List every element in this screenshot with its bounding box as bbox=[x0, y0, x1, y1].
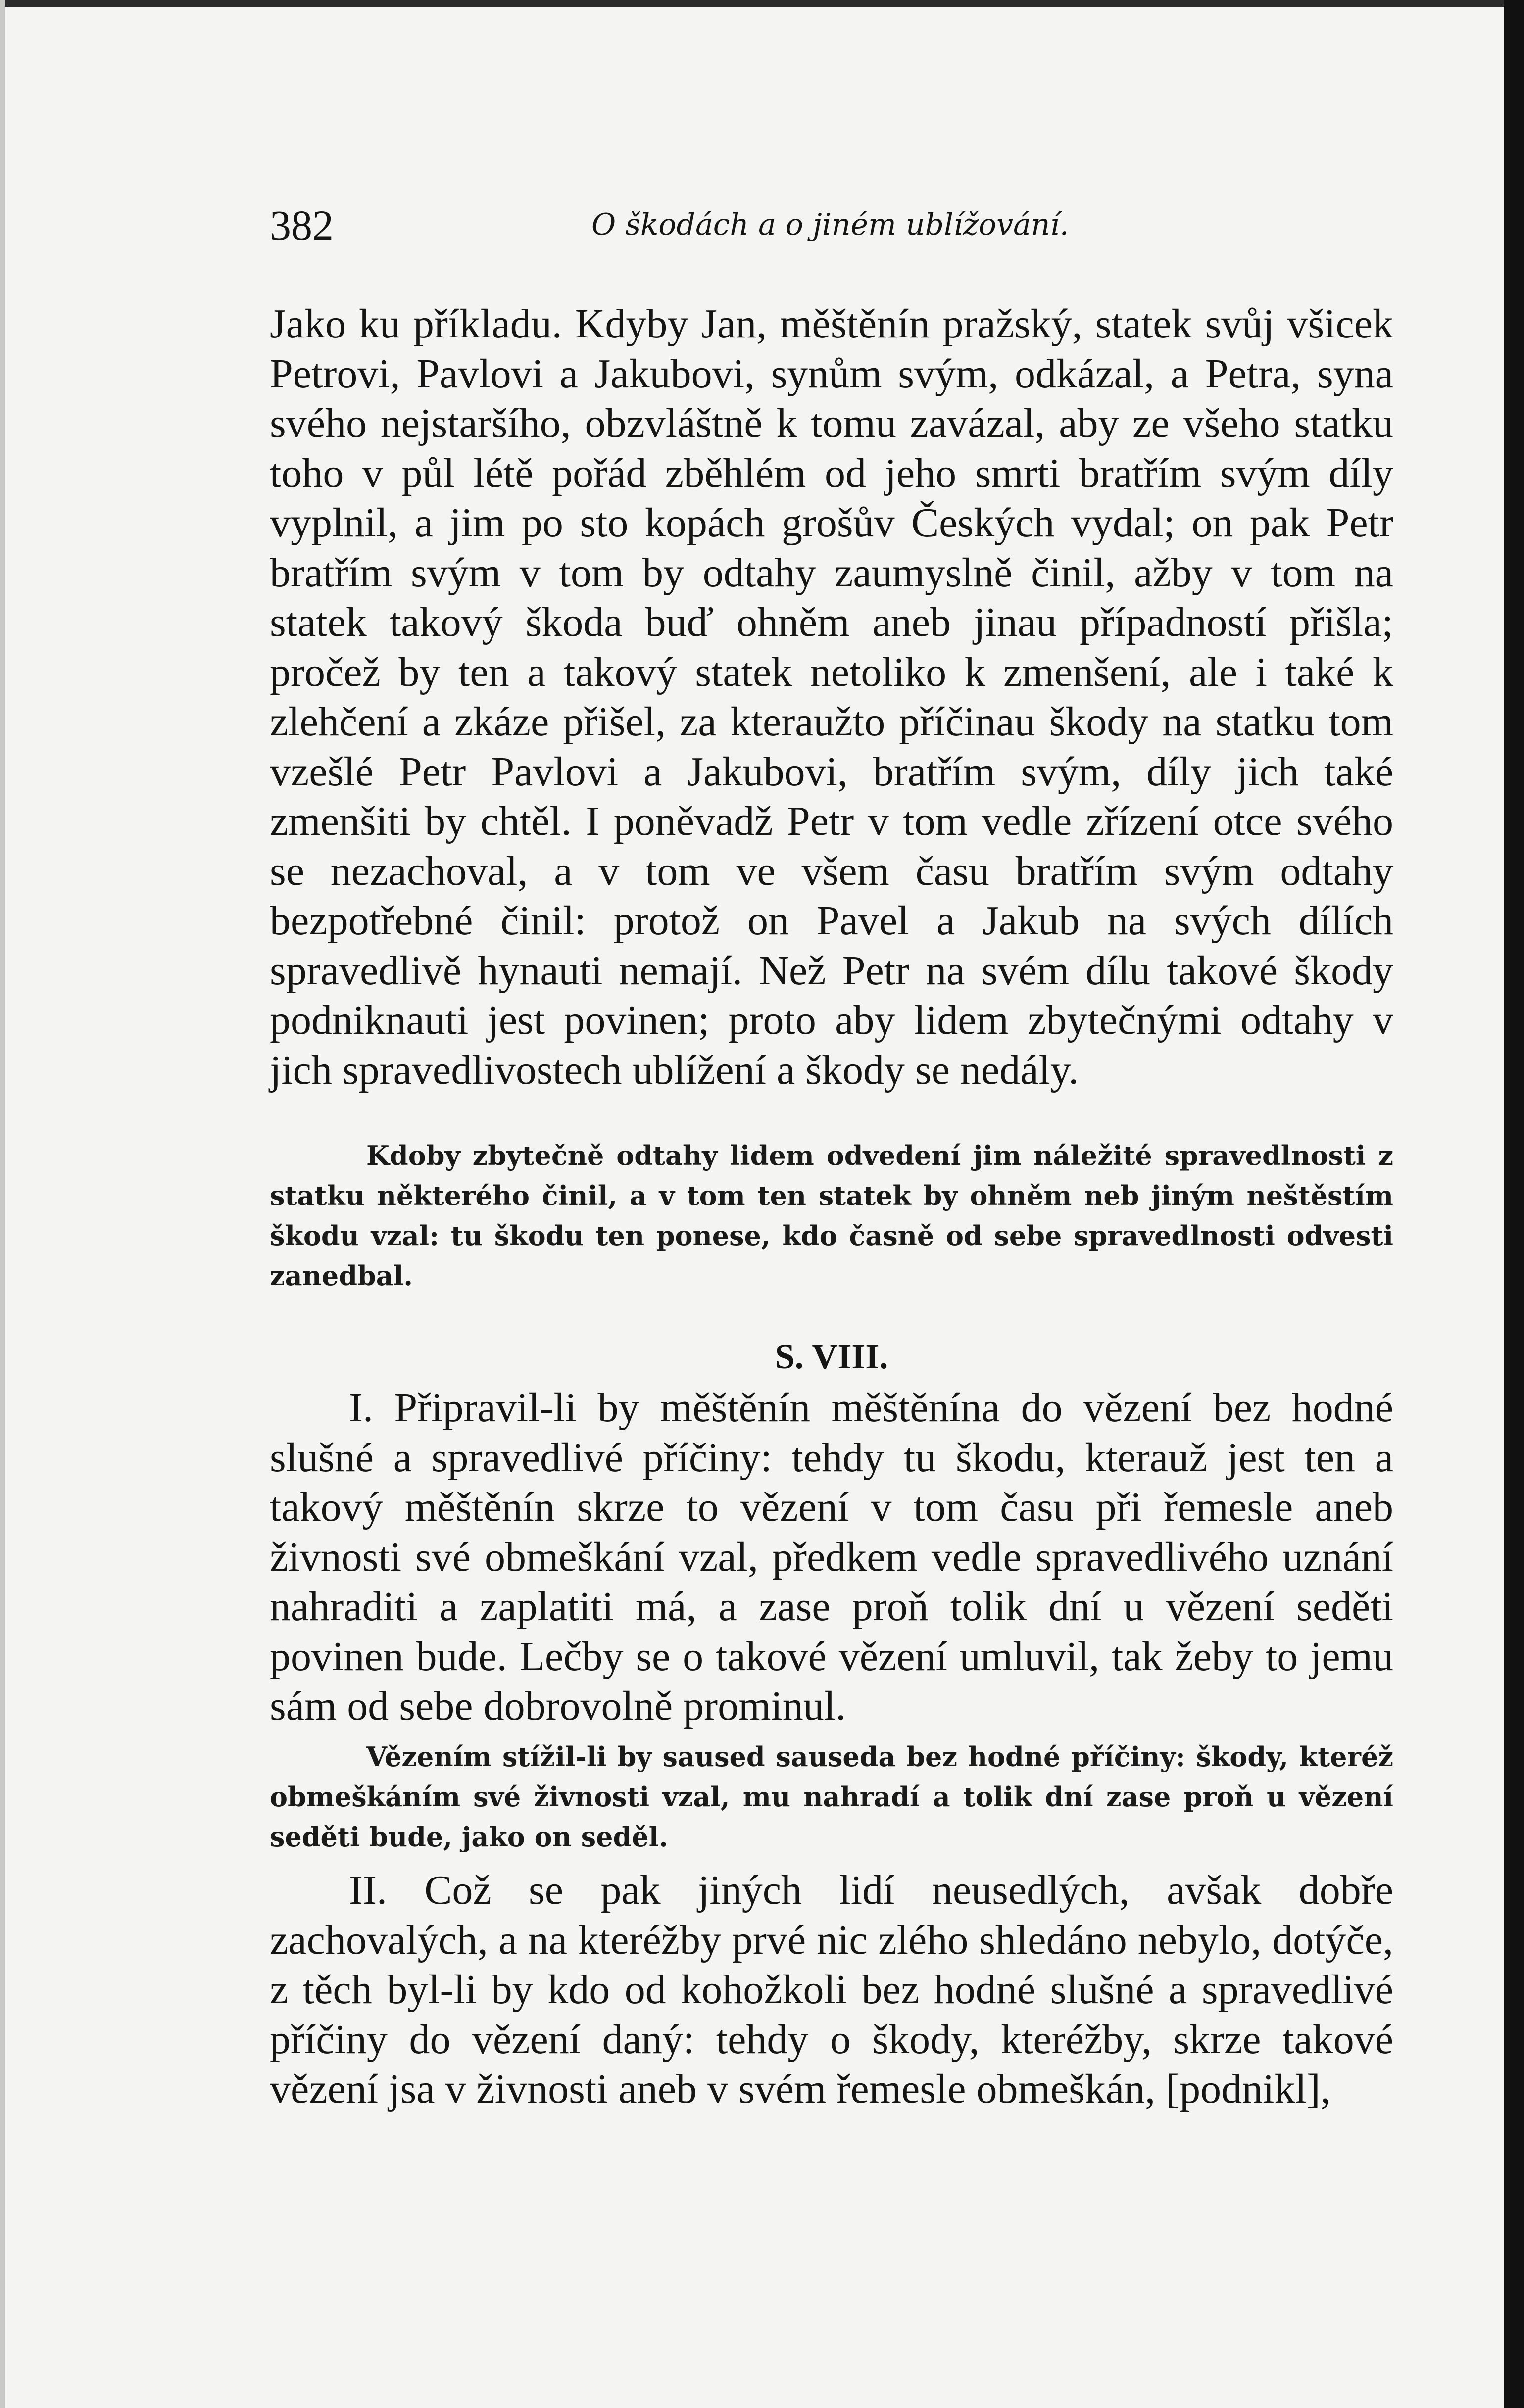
marginal-summary-2: Vězením stížil-li by saused sauseda bez hodné příčiny: škody, kteréž obmeškáním své živnosti vzal, mu nahradí a tolik dní zase proň u vězení seděti bude, jako on seděl. bbox=[270, 1741, 1393, 1853]
paragraph-example: Jako ku příkladu. Kdyby Jan, měštěnín pražský, statek svůj všicek Petrovi, Pavlovi a Jakubovi, synům svým, odkázal, a Petra, syna svého nejstaršího, obzvláštně k tomu zavázal, aby ze všeho statku toho v půl létě pořád zběhlém od jeho smrti bratřím svým díly vyplnil, a jim po sto kopách grošův Českých vydal; on pak Petr bratřím svým v tom by odtahy zaumyslně činil, ažby v tom na statek takový škoda buď ohněm aneb jinau případností přišla; pročež by ten a takový statek netoliko k zmenšení, ale i také k zlehčení a zkáze přišel, za kteraužto příčinau škody na statku tom vzešlé Petr Pavlovi a Jakubovi, bratřím svým, díly jich také zmenšiti by chtěl. I poněvadž Petr v tom vedle zřízení otce svého se nezachoval, a v tom ve všem času bratřím svým odtahy bezpotřebné činil: protož on Pavel a Jakub na svých dílích spravedlivě hynauti nemají. Než Petr na svém dílu takové škody podniknauti jest povinen; proto aby lidem zbytečnými odtahy v jich spravedlivostech ublížení a škody se nedály. bbox=[270, 301, 1393, 1093]
page-header bbox=[270, 200, 1393, 255]
marginal-summary-1: Kdoby zbytečně odtahy lidem odvedení jim náležité spravedlnosti z statku některého činil, a v tom ten statek by ohněm neb jiným neštěstím škodu vzal: tu škodu ten ponese, kdo časně od sebe spravedlnosti odvesti zanedbal. bbox=[270, 1140, 1393, 1292]
running-title: O škodách a o jiném ublížování. bbox=[591, 207, 1069, 242]
scan-right-edge bbox=[1504, 0, 1524, 2408]
scan-left-edge bbox=[0, 0, 5, 2408]
scan-top-edge bbox=[0, 0, 1524, 7]
paragraph-section-8-ii: II. Což se pak jiných lidí neusedlých, avšak dobře zachovalých, a na kteréžby prvé nic zlého shledáno nebylo, dotýče, z těch byl-li by kdo od kohožkoli bez hodné slušné a spravedlivé příčiny do vězení daný: tehdy o škody, kteréžby, skrze takové vězení jsa v živnosti aneb v svém řemesle obmeškán, [podnikl], bbox=[270, 1867, 1393, 2112]
page-number: 382 bbox=[270, 201, 334, 249]
section-heading: S. VIII. bbox=[775, 1337, 888, 1376]
paragraph-section-8-i: I. Připravil-li by měštěnín měštěnína do vězení bez hodné slušné a spravedlivé příčiny: tehdy tu škodu, kterauž jest ten a takový měštěnín skrze to vězení v tom času při řemesle aneb živnosti své obmeškání vzal, předkem vedle spravedlivého uznání nahraditi a zaplatiti má, a zase proň tolik dní u vězení seděti povinen bude. Lečby se o takové vězení umluvil, tak žeby to jemu sám od sebe dobrovolně prominul. bbox=[270, 1385, 1393, 1729]
